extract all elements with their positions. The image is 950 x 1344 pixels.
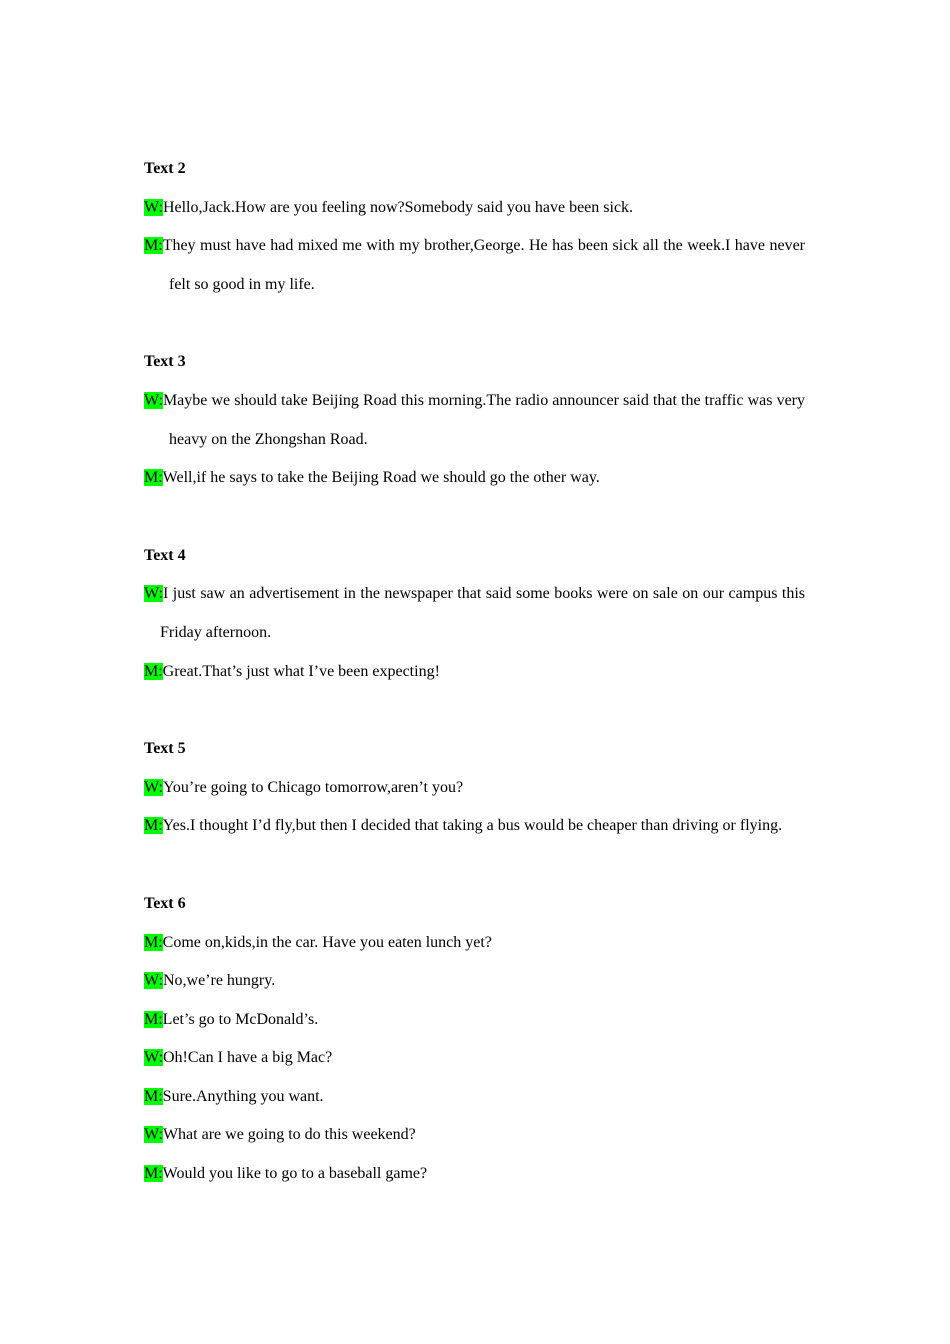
- dialogue-line: [144, 653, 805, 692]
- dialogue-text: Oh!Can I have a big Mac?: [162, 1049, 333, 1067]
- speaker-label: M:: [144, 662, 163, 680]
- dialogue-line: [144, 1078, 805, 1117]
- speaker-label: M:: [144, 469, 163, 487]
- speaker-label: W:: [144, 198, 163, 216]
- document-page: [144, 150, 805, 1233]
- speaker-label: M:: [144, 1010, 163, 1028]
- dialogue-line: [144, 227, 805, 304]
- dialogue-text: You’re going to Chicago tomorrow,aren’t you?: [162, 778, 464, 796]
- section-text-3: [144, 343, 805, 497]
- section-title: Text 6: [144, 894, 186, 912]
- dialogue-line: [144, 1116, 805, 1155]
- dialogue-text: No,we’re hungry.: [162, 972, 276, 990]
- section-text-2: [144, 150, 805, 304]
- dialogue-text: Let’s go to McDonald’s.: [162, 1010, 319, 1028]
- dialogue-text: What are we going to do this weekend?: [162, 1126, 416, 1144]
- dialogue-text: Great.That’s just what I’ve been expecting!: [162, 662, 440, 680]
- dialogue-text: I just saw an advertisement in the newspaper that said some books were on sale on our campus this Friday afternoon.: [160, 585, 805, 641]
- dialogue-text: Maybe we should take Beijing Road this morning.The radio announcer said that the traffic was very heavy on the Zhongshan Road.: [162, 391, 805, 448]
- dialogue-line: [144, 807, 805, 846]
- section-title: Text 5: [144, 740, 186, 758]
- dialogue-text: Come on,kids,in the car. Have you eaten lunch yet?: [162, 933, 492, 951]
- dialogue-line: [144, 459, 805, 498]
- speaker-label: W:: [144, 1126, 163, 1144]
- dialogue-text: Sure.Anything you want.: [162, 1087, 324, 1105]
- dialogue-line: [144, 1001, 805, 1040]
- dialogue-text: Hello,Jack.How are you feeling now?Somebody said you have been sick.: [162, 198, 634, 216]
- dialogue-line: [144, 769, 805, 808]
- speaker-label: W:: [144, 972, 163, 990]
- section-text-4: [144, 537, 805, 691]
- section-title: Text 3: [144, 353, 186, 371]
- speaker-label: M:: [144, 237, 163, 255]
- speaker-label: W:: [144, 778, 163, 796]
- section-text-5: [144, 730, 805, 846]
- speaker-label: M:: [144, 1087, 163, 1105]
- dialogue-line: [144, 962, 805, 1001]
- section-text-6: [144, 885, 805, 1194]
- speaker-label: W:: [144, 391, 163, 409]
- speaker-label: M:: [144, 817, 163, 835]
- dialogue-line: [144, 189, 805, 228]
- speaker-label: M:: [144, 933, 163, 951]
- dialogue-line: [144, 575, 805, 652]
- speaker-label: W:: [144, 1049, 163, 1067]
- speaker-label: M:: [144, 1165, 163, 1183]
- section-title: Text 2: [144, 160, 186, 177]
- dialogue-text: They must have had mixed me with my brother,George. He has been sick all the week.I have never felt so good in my life.: [162, 237, 805, 293]
- dialogue-text: Would you like to go to a baseball game?: [162, 1165, 428, 1183]
- dialogue-text: Yes.I thought I’d fly,but then I decided that taking a bus would be cheaper than driving or flying.: [162, 817, 783, 835]
- dialogue-text: Well,if he says to take the Beijing Road we should go the other way.: [162, 469, 600, 487]
- dialogue-line: [144, 1039, 805, 1078]
- section-title: Text 4: [144, 546, 186, 564]
- dialogue-line: [144, 1155, 805, 1194]
- dialogue-line: [144, 924, 805, 963]
- dialogue-line: [144, 382, 805, 459]
- speaker-label: W:: [144, 585, 163, 603]
